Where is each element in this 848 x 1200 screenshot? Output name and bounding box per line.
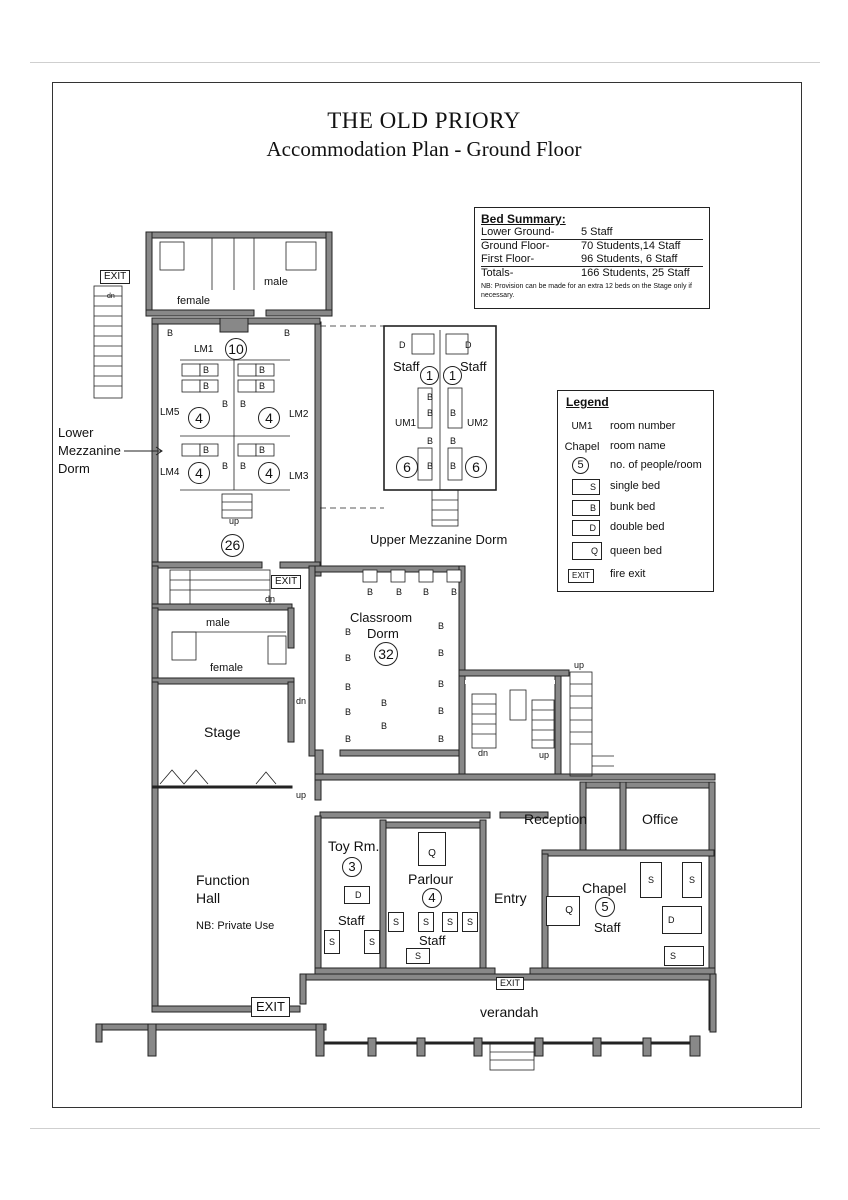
stair-direction: up [539,750,550,760]
room-LM1: LM1 [194,344,214,355]
legend-symbol-double-bed: D [572,520,600,536]
stair-direction: dn [296,696,307,706]
legend-symbol-bunk-bed: B [572,500,600,516]
bed-bunk: B [284,328,291,338]
bed-bunk: B [438,706,445,716]
bed-bunk: B [381,698,388,708]
bed-single: S [324,930,340,954]
people-parlour: 4 [422,888,442,908]
toilets-top-male: male [264,276,288,288]
legend-label: double bed [610,521,665,533]
bed-single: S [364,930,380,954]
classroom-label-line2: Dorm [367,626,399,641]
bed-bunk: B [451,587,458,597]
legend-heading: Legend [566,395,609,409]
room-LM4: LM4 [160,467,180,478]
people-LM4: 4 [188,462,210,484]
legend-label: fire exit [610,568,646,580]
entry-label: Entry [494,890,527,906]
bed-queen: Q [546,896,580,926]
bed-bunk: B [345,707,352,717]
bed-summary-note: NB: Provision can be made for an extra 12 beds on the Stage only if necessary. [481,283,692,299]
toilets-top-female: female [177,295,211,307]
legend-symbol-single-bed: S [572,479,600,495]
bed-double: D [399,340,406,350]
bed-bunk: B [203,381,210,391]
bed-bunk: B [203,365,210,375]
bed-bunk: B [396,587,403,597]
page-title: THE OLD PRIORY [327,108,521,133]
toy-room-label: Toy Rm. [328,838,380,854]
bed-bunk: B [367,587,374,597]
bed-bunk: B [167,328,174,338]
people-chapel: 5 [595,897,615,917]
bed-single: S [406,948,430,964]
bed-bunk: B [438,734,445,744]
stair-direction: dn [107,293,115,300]
bed-bunk: B [240,399,247,409]
parlour-label: Parlour [408,871,454,887]
people-toy-room: 3 [342,857,362,877]
bed-bunk: B [450,408,457,418]
people-LM2: 4 [258,407,280,429]
people-classroom: 32 [374,642,398,666]
bed-double: D [662,906,702,934]
bed-bunk: B [427,461,434,471]
bed-bunk: B [345,653,352,663]
bed-summary-row: First Floor- 96 Students, 6 Staff [481,253,703,267]
upper-staff-left-label: Staff [393,359,420,374]
stage-label: Stage [204,724,241,740]
exit-sign: EXIT [251,997,290,1017]
toilets-mid-male: male [206,617,230,629]
bed-bunk: B [438,648,445,658]
bed-bunk: B [423,587,430,597]
room-UM2: UM2 [467,418,489,429]
legend-symbol: Chapel [564,441,600,453]
legend-symbol: UM1 [571,421,593,432]
room-LM5: LM5 [160,407,180,418]
bed-bunk: B [381,721,388,731]
bed-summary-row: Ground Floor- 70 Students,14 Staff [481,240,681,252]
stair-direction: up [296,790,307,800]
people-upper-staff-left: 1 [420,366,439,385]
bed-bunk: B [259,381,266,391]
lower-mezzanine-label-line1: Lower [58,425,94,440]
bed-bunk: B [240,461,247,471]
bed-single: S [640,862,662,898]
stair-direction: up [229,516,240,526]
parlour-staff-label: Staff [419,933,446,948]
classroom-label-line1: Classroom [350,610,413,625]
function-hall-label-line1: Function [196,872,250,888]
bed-bunk: B [222,461,229,471]
lower-mezzanine-label-line2: Mezzanine [58,443,121,458]
bed-double: D [344,886,370,904]
bed-bunk: B [259,445,266,455]
bed-bunk: B [259,365,266,375]
stair-direction: dn [478,748,489,758]
exit-sign: EXIT [100,270,130,284]
bed-summary-heading: Bed Summary: [481,212,566,226]
room-UM1: UM1 [395,418,417,429]
people-UM2: 6 [465,456,487,478]
bed-single: S [442,912,458,932]
bed-bunk: B [222,399,229,409]
office-label: Office [642,811,679,827]
upper-mezzanine-label: Upper Mezzanine Dorm [370,532,508,547]
lower-mezzanine-label-line3: Dorm [58,461,90,476]
bed-single: S [418,912,434,932]
bed-bunk: B [427,392,434,402]
bed-double: D [465,340,472,350]
exit-sign: EXIT [496,977,524,990]
bed-bunk: B [427,436,434,446]
stair-direction: up [574,660,585,670]
bed-bunk: B [345,734,352,744]
exit-sign: EXIT [271,575,301,589]
bed-summary-row: Totals- 166 Students, 25 Staff [481,267,690,279]
legend-label: bunk bed [610,501,656,513]
people-LM3: 4 [258,462,280,484]
bed-bunk: B [450,436,457,446]
people-upper-staff-right: 1 [443,366,462,385]
room-LM2: LM2 [289,409,309,420]
function-hall-note: NB: Private Use [196,920,275,932]
toilets-mid-female: female [210,662,244,674]
bed-single: S [664,946,704,966]
bed-single: S [388,912,404,932]
bed-bunk: B [438,621,445,631]
chapel-staff-label: Staff [594,920,621,935]
legend-label: queen bed [610,545,662,557]
legend-label: room number [610,420,676,432]
verandah-label: verandah [480,1004,539,1020]
chapel-label: Chapel [582,880,627,896]
people-lower-mezzanine-total: 26 [221,534,244,557]
stair-direction: dn [265,594,276,604]
upper-staff-right-label: Staff [460,359,487,374]
legend-symbol-circle: 5 [572,457,589,474]
bed-bunk: B [427,408,434,418]
bed-bunk: B [203,445,210,455]
toy-room-staff-label: Staff [338,913,365,928]
bed-bunk: B [438,679,445,689]
people-UM1: 6 [396,456,418,478]
bed-single: S [462,912,478,932]
legend-symbol-exit: EXIT [568,569,594,583]
bed-queen: Q [418,832,446,866]
legend-label: no. of people/room [610,459,702,471]
people-LM5: 4 [188,407,210,429]
bed-summary-row: Lower Ground- 5 Staff [481,226,703,240]
bed-bunk: B [345,682,352,692]
reception-label: Reception [524,811,588,827]
room-LM3: LM3 [289,471,309,482]
bed-single: S [682,862,702,898]
bed-bunk: B [345,627,352,637]
bed-bunk: B [450,461,457,471]
legend-label: single bed [610,480,661,492]
people-LM1: 10 [225,338,247,360]
function-hall-label-line2: Hall [196,890,221,906]
page-subtitle: Accommodation Plan - Ground Floor [266,137,582,161]
legend-label: room name [610,440,666,452]
legend-symbol-queen-bed: Q [572,542,602,560]
